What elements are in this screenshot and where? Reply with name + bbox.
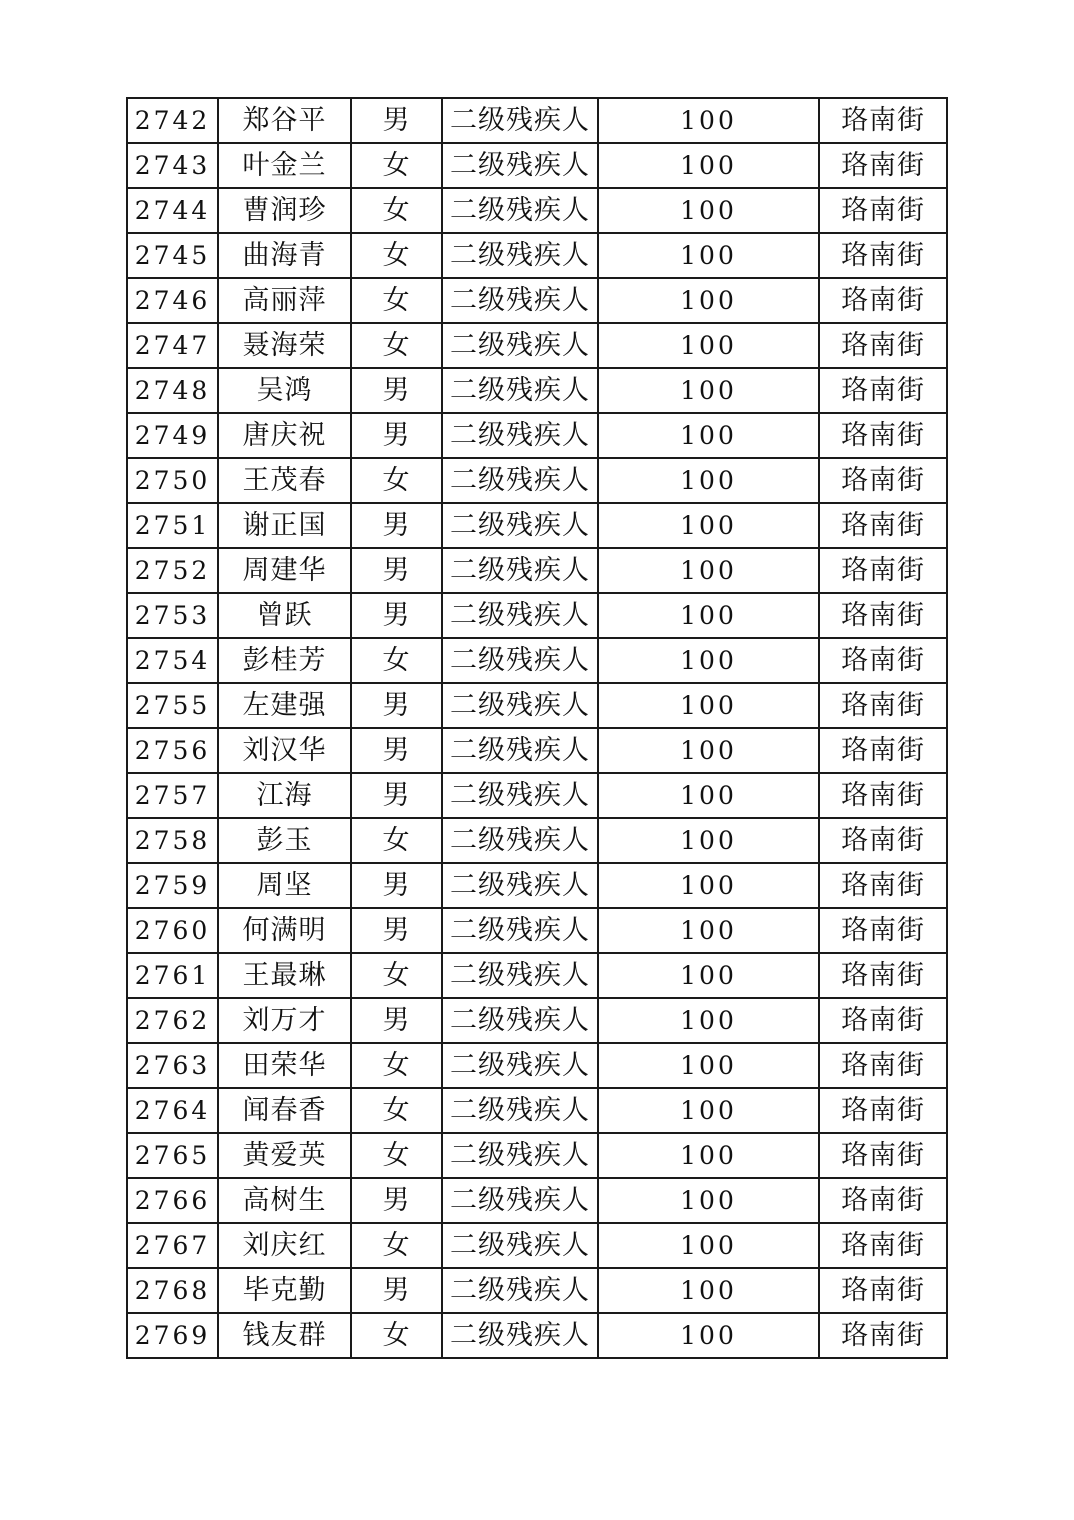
cell-street: 珞南街 bbox=[819, 818, 947, 863]
cell-id: 2765 bbox=[127, 1133, 218, 1178]
cell-name: 周建华 bbox=[218, 548, 351, 593]
cell-name: 王茂春 bbox=[218, 458, 351, 503]
table-row bbox=[127, 1088, 947, 1133]
cell-name: 曲海青 bbox=[218, 233, 351, 278]
cell-category: 二级残疾人 bbox=[442, 728, 598, 773]
cell-id: 2747 bbox=[127, 323, 218, 368]
cell-street: 珞南街 bbox=[819, 233, 947, 278]
cell-category: 二级残疾人 bbox=[442, 1133, 598, 1178]
cell-gender: 男 bbox=[351, 368, 442, 413]
cell-amount: 100 bbox=[598, 503, 819, 548]
cell-category: 二级残疾人 bbox=[442, 503, 598, 548]
cell-street: 珞南街 bbox=[819, 593, 947, 638]
cell-street: 珞南街 bbox=[819, 773, 947, 818]
cell-name: 聂海荣 bbox=[218, 323, 351, 368]
cell-id: 2751 bbox=[127, 503, 218, 548]
cell-category: 二级残疾人 bbox=[442, 593, 598, 638]
cell-gender: 女 bbox=[351, 233, 442, 278]
cell-street: 珞南街 bbox=[819, 953, 947, 998]
cell-category: 二级残疾人 bbox=[442, 1088, 598, 1133]
cell-id: 2759 bbox=[127, 863, 218, 908]
table-row bbox=[127, 1043, 947, 1088]
cell-category: 二级残疾人 bbox=[442, 638, 598, 683]
table-row bbox=[127, 458, 947, 503]
cell-amount: 100 bbox=[598, 98, 819, 143]
cell-name: 曹润珍 bbox=[218, 188, 351, 233]
cell-name: 谢正国 bbox=[218, 503, 351, 548]
cell-gender: 女 bbox=[351, 953, 442, 998]
table-row bbox=[127, 98, 947, 143]
cell-id: 2750 bbox=[127, 458, 218, 503]
table-row bbox=[127, 503, 947, 548]
cell-id: 2742 bbox=[127, 98, 218, 143]
cell-name: 江海 bbox=[218, 773, 351, 818]
cell-id: 2768 bbox=[127, 1268, 218, 1313]
cell-amount: 100 bbox=[598, 548, 819, 593]
table-row bbox=[127, 863, 947, 908]
cell-amount: 100 bbox=[598, 188, 819, 233]
cell-name: 刘万才 bbox=[218, 998, 351, 1043]
cell-category: 二级残疾人 bbox=[442, 998, 598, 1043]
cell-gender: 女 bbox=[351, 818, 442, 863]
cell-name: 高丽萍 bbox=[218, 278, 351, 323]
cell-gender: 女 bbox=[351, 638, 442, 683]
cell-category: 二级残疾人 bbox=[442, 1268, 598, 1313]
cell-gender: 女 bbox=[351, 188, 442, 233]
cell-amount: 100 bbox=[598, 1223, 819, 1268]
cell-category: 二级残疾人 bbox=[442, 773, 598, 818]
cell-id: 2746 bbox=[127, 278, 218, 323]
cell-street: 珞南街 bbox=[819, 413, 947, 458]
cell-street: 珞南街 bbox=[819, 728, 947, 773]
cell-street: 珞南街 bbox=[819, 863, 947, 908]
table-row bbox=[127, 1313, 947, 1358]
cell-category: 二级残疾人 bbox=[442, 1223, 598, 1268]
cell-amount: 100 bbox=[598, 953, 819, 998]
cell-category: 二级残疾人 bbox=[442, 278, 598, 323]
cell-amount: 100 bbox=[598, 1043, 819, 1088]
cell-gender: 男 bbox=[351, 1268, 442, 1313]
cell-amount: 100 bbox=[598, 278, 819, 323]
cell-id: 2766 bbox=[127, 1178, 218, 1223]
cell-street: 珞南街 bbox=[819, 1223, 947, 1268]
cell-amount: 100 bbox=[598, 1133, 819, 1178]
cell-name: 钱友群 bbox=[218, 1313, 351, 1358]
cell-id: 2745 bbox=[127, 233, 218, 278]
cell-amount: 100 bbox=[598, 1313, 819, 1358]
cell-street: 珞南街 bbox=[819, 188, 947, 233]
cell-gender: 男 bbox=[351, 998, 442, 1043]
cell-amount: 100 bbox=[598, 818, 819, 863]
cell-id: 2752 bbox=[127, 548, 218, 593]
cell-id: 2754 bbox=[127, 638, 218, 683]
cell-id: 2762 bbox=[127, 998, 218, 1043]
table-body bbox=[127, 98, 947, 1358]
cell-name: 郑谷平 bbox=[218, 98, 351, 143]
cell-amount: 100 bbox=[598, 638, 819, 683]
cell-category: 二级残疾人 bbox=[442, 818, 598, 863]
subsidy-table bbox=[126, 97, 948, 1359]
cell-amount: 100 bbox=[598, 458, 819, 503]
cell-street: 珞南街 bbox=[819, 1178, 947, 1223]
cell-amount: 100 bbox=[598, 773, 819, 818]
cell-name: 何满明 bbox=[218, 908, 351, 953]
cell-street: 珞南街 bbox=[819, 143, 947, 188]
cell-gender: 男 bbox=[351, 773, 442, 818]
cell-gender: 男 bbox=[351, 908, 442, 953]
cell-street: 珞南街 bbox=[819, 1313, 947, 1358]
cell-gender: 男 bbox=[351, 548, 442, 593]
cell-street: 珞南街 bbox=[819, 548, 947, 593]
cell-street: 珞南街 bbox=[819, 278, 947, 323]
cell-category: 二级残疾人 bbox=[442, 413, 598, 458]
cell-id: 2757 bbox=[127, 773, 218, 818]
cell-gender: 男 bbox=[351, 728, 442, 773]
table-row bbox=[127, 233, 947, 278]
cell-gender: 男 bbox=[351, 413, 442, 458]
cell-name: 王最琳 bbox=[218, 953, 351, 998]
cell-street: 珞南街 bbox=[819, 368, 947, 413]
cell-category: 二级残疾人 bbox=[442, 98, 598, 143]
cell-street: 珞南街 bbox=[819, 1043, 947, 1088]
cell-amount: 100 bbox=[598, 863, 819, 908]
cell-name: 黄爱英 bbox=[218, 1133, 351, 1178]
cell-category: 二级残疾人 bbox=[442, 1178, 598, 1223]
cell-id: 2744 bbox=[127, 188, 218, 233]
cell-name: 高树生 bbox=[218, 1178, 351, 1223]
table-row bbox=[127, 908, 947, 953]
cell-amount: 100 bbox=[598, 143, 819, 188]
cell-name: 刘庆红 bbox=[218, 1223, 351, 1268]
cell-street: 珞南街 bbox=[819, 638, 947, 683]
table-row bbox=[127, 368, 947, 413]
cell-gender: 男 bbox=[351, 503, 442, 548]
cell-gender: 女 bbox=[351, 323, 442, 368]
cell-amount: 100 bbox=[598, 593, 819, 638]
table-row bbox=[127, 593, 947, 638]
table-row bbox=[127, 1133, 947, 1178]
cell-category: 二级残疾人 bbox=[442, 953, 598, 998]
cell-street: 珞南街 bbox=[819, 908, 947, 953]
cell-gender: 男 bbox=[351, 1178, 442, 1223]
cell-id: 2763 bbox=[127, 1043, 218, 1088]
cell-id: 2760 bbox=[127, 908, 218, 953]
cell-name: 刘汉华 bbox=[218, 728, 351, 773]
cell-id: 2761 bbox=[127, 953, 218, 998]
cell-category: 二级残疾人 bbox=[442, 323, 598, 368]
cell-name: 叶金兰 bbox=[218, 143, 351, 188]
cell-gender: 女 bbox=[351, 1313, 442, 1358]
cell-category: 二级残疾人 bbox=[442, 143, 598, 188]
cell-gender: 女 bbox=[351, 1043, 442, 1088]
cell-amount: 100 bbox=[598, 998, 819, 1043]
cell-category: 二级残疾人 bbox=[442, 1313, 598, 1358]
cell-category: 二级残疾人 bbox=[442, 908, 598, 953]
cell-street: 珞南街 bbox=[819, 683, 947, 728]
cell-amount: 100 bbox=[598, 233, 819, 278]
cell-category: 二级残疾人 bbox=[442, 1043, 598, 1088]
table-row bbox=[127, 278, 947, 323]
table-row bbox=[127, 1223, 947, 1268]
cell-name: 吴鸿 bbox=[218, 368, 351, 413]
cell-name: 曾跃 bbox=[218, 593, 351, 638]
cell-category: 二级残疾人 bbox=[442, 188, 598, 233]
cell-gender: 女 bbox=[351, 143, 442, 188]
table-row bbox=[127, 953, 947, 998]
table-row bbox=[127, 773, 947, 818]
cell-name: 左建强 bbox=[218, 683, 351, 728]
cell-id: 2749 bbox=[127, 413, 218, 458]
cell-gender: 女 bbox=[351, 1223, 442, 1268]
table-row bbox=[127, 1268, 947, 1313]
table-row bbox=[127, 1178, 947, 1223]
cell-gender: 男 bbox=[351, 98, 442, 143]
cell-category: 二级残疾人 bbox=[442, 548, 598, 593]
table-row bbox=[127, 548, 947, 593]
cell-street: 珞南街 bbox=[819, 503, 947, 548]
cell-amount: 100 bbox=[598, 323, 819, 368]
cell-amount: 100 bbox=[598, 368, 819, 413]
cell-id: 2767 bbox=[127, 1223, 218, 1268]
cell-street: 珞南街 bbox=[819, 1133, 947, 1178]
cell-gender: 女 bbox=[351, 278, 442, 323]
cell-id: 2755 bbox=[127, 683, 218, 728]
cell-id: 2756 bbox=[127, 728, 218, 773]
cell-id: 2753 bbox=[127, 593, 218, 638]
table-row bbox=[127, 413, 947, 458]
cell-amount: 100 bbox=[598, 1268, 819, 1313]
cell-street: 珞南街 bbox=[819, 998, 947, 1043]
cell-id: 2758 bbox=[127, 818, 218, 863]
cell-name: 唐庆祝 bbox=[218, 413, 351, 458]
cell-category: 二级残疾人 bbox=[442, 233, 598, 278]
cell-id: 2764 bbox=[127, 1088, 218, 1133]
cell-category: 二级残疾人 bbox=[442, 368, 598, 413]
cell-gender: 男 bbox=[351, 683, 442, 728]
cell-id: 2748 bbox=[127, 368, 218, 413]
cell-id: 2769 bbox=[127, 1313, 218, 1358]
cell-gender: 男 bbox=[351, 593, 442, 638]
table-row bbox=[127, 188, 947, 233]
cell-amount: 100 bbox=[598, 728, 819, 773]
cell-category: 二级残疾人 bbox=[442, 683, 598, 728]
cell-gender: 女 bbox=[351, 1088, 442, 1133]
table-row bbox=[127, 638, 947, 683]
cell-id: 2743 bbox=[127, 143, 218, 188]
cell-amount: 100 bbox=[598, 908, 819, 953]
cell-name: 田荣华 bbox=[218, 1043, 351, 1088]
table-row bbox=[127, 728, 947, 773]
table-row bbox=[127, 998, 947, 1043]
cell-name: 彭玉 bbox=[218, 818, 351, 863]
table-row bbox=[127, 323, 947, 368]
cell-category: 二级残疾人 bbox=[442, 458, 598, 503]
cell-street: 珞南街 bbox=[819, 458, 947, 503]
cell-name: 彭桂芳 bbox=[218, 638, 351, 683]
cell-name: 周坚 bbox=[218, 863, 351, 908]
cell-amount: 100 bbox=[598, 1178, 819, 1223]
cell-amount: 100 bbox=[598, 683, 819, 728]
cell-street: 珞南街 bbox=[819, 323, 947, 368]
cell-gender: 男 bbox=[351, 863, 442, 908]
cell-gender: 女 bbox=[351, 1133, 442, 1178]
cell-street: 珞南街 bbox=[819, 1268, 947, 1313]
cell-name: 毕克勤 bbox=[218, 1268, 351, 1313]
cell-gender: 女 bbox=[351, 458, 442, 503]
cell-street: 珞南街 bbox=[819, 1088, 947, 1133]
cell-street: 珞南街 bbox=[819, 98, 947, 143]
cell-name: 闻春香 bbox=[218, 1088, 351, 1133]
table-row bbox=[127, 818, 947, 863]
cell-amount: 100 bbox=[598, 413, 819, 458]
table-row bbox=[127, 683, 947, 728]
cell-category: 二级残疾人 bbox=[442, 863, 598, 908]
cell-amount: 100 bbox=[598, 1088, 819, 1133]
table-row bbox=[127, 143, 947, 188]
